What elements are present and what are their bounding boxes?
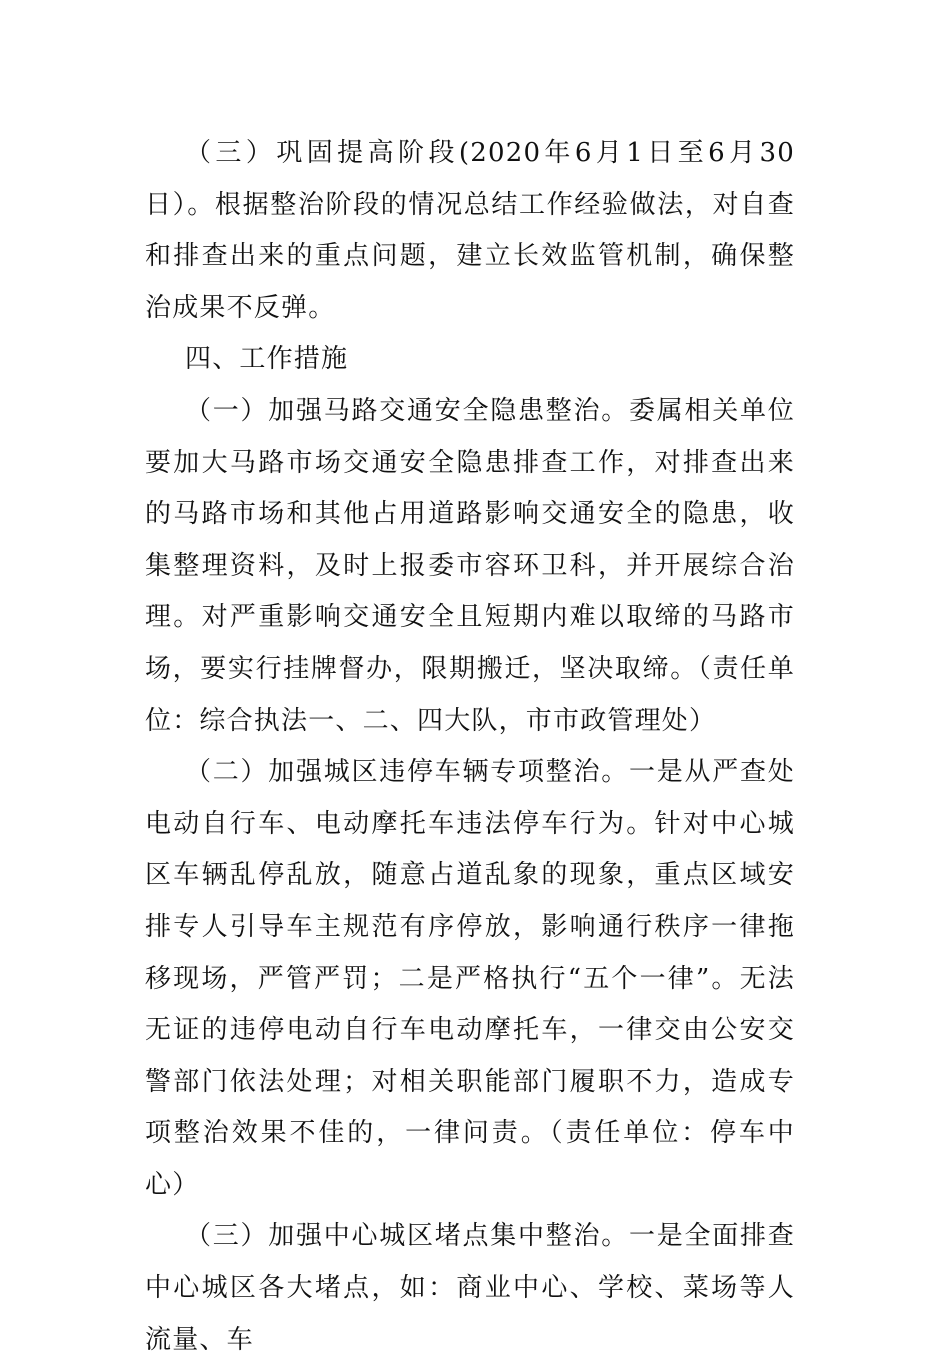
paragraph-measure-three: （三）加强中心城区堵点集中整治。一是全面排查中心城区各大堵点，如：商业中心、学校、菜场等人流量、车 bbox=[145, 1221, 795, 1355]
section-heading-work-measures: 四、工作措施 bbox=[185, 344, 349, 375]
paragraph-measure-two: （二）加强城区违停车辆专项整治。一是从严查处电动自行车、电动摩托车违法停车行为。针对中心城区车辆乱停乱放，随意占道乱象的现象，重点区域安排专人引导车主规范有序停放，影响通行秩序一律拖移现场，严管严罚；二是严格执行“五个一律”。无法无证的违停电动自行车电动摩托车，一律交由公安交警部门依法处理；对相关职能部门履职不力，造成专项整治效果不佳的，一律问责。（责任单位：停车中心） bbox=[145, 757, 795, 1200]
paragraph-phase-three: （三）巩固提高阶段(2020年6月1日至6月30日）。根据整治阶段的情况总结工作经验做法，对自查和排查出来的重点问题，建立长效监管机制，确保整治成果不反弹。 bbox=[145, 138, 795, 323]
paragraph-measure-one: （一）加强马路交通安全隐患整治。委属相关单位要加大马路市场交通安全隐患排查工作，对排查出来的马路市场和其他占用道路影响交通安全的隐患，收集整理资料，及时上报委市容环卫科，并开展综合治理。对严重影响交通安全且短期内难以取缔的马路市场，要实行挂牌督办，限期搬迁，坚决取缔。（责任单位：综合执法一、二、四大队，市市政管理处） bbox=[145, 395, 795, 736]
document-body bbox=[145, 128, 795, 1366]
